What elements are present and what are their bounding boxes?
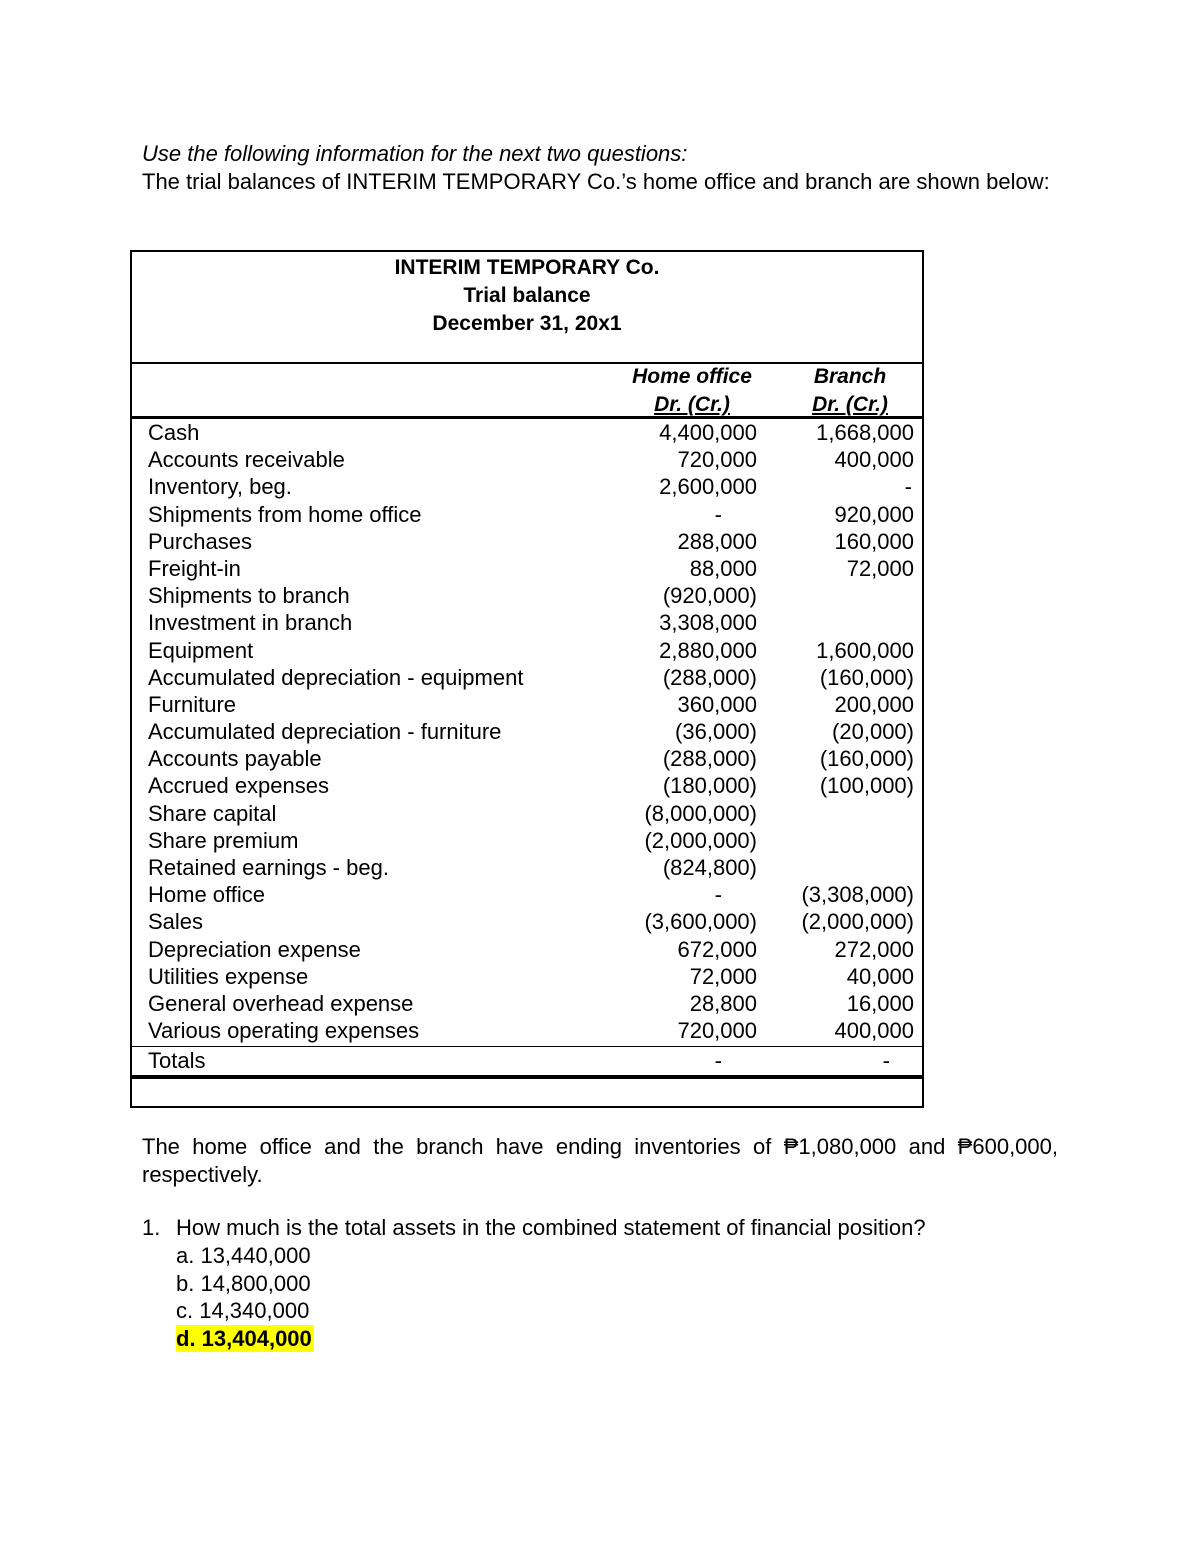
branch-amount: (100,000) <box>819 773 914 799</box>
table-row <box>132 800 922 827</box>
table-row <box>132 446 922 473</box>
table-row <box>132 609 922 636</box>
column-header-home-office <box>612 363 772 419</box>
home-office-amount: 4,400,000 <box>659 420 757 445</box>
column-name: Branch <box>813 365 887 388</box>
branch-amount: 72,000 <box>846 555 914 581</box>
branch-amount: 400,000 <box>834 447 914 473</box>
table-row <box>132 582 922 609</box>
account-name: Equipment <box>148 637 254 663</box>
table-body <box>132 419 922 1044</box>
answer-choices <box>176 1242 314 1352</box>
home-office-amount: (288,000) <box>662 664 757 690</box>
account-name: Retained earnings - beg. <box>148 855 389 880</box>
account-name: Accounts receivable <box>148 447 345 473</box>
home-office-amount: (920,000) <box>662 583 757 609</box>
home-office-amount: - <box>714 882 722 908</box>
intro-text: The trial balances of INTERIM TEMPORARY Co.’s home office and branch are shown below: <box>142 169 1050 194</box>
home-office-amount: 3,308,000 <box>659 610 757 636</box>
table-title: Trial balance <box>463 284 591 307</box>
table-header <box>132 252 922 364</box>
account-name: Cash <box>148 420 200 445</box>
table-row <box>132 963 922 990</box>
double-underline <box>132 1075 922 1079</box>
home-office-amount: (8,000,000) <box>644 800 757 826</box>
totals-branch: - <box>882 1048 890 1073</box>
account-name: Share premium <box>148 827 299 853</box>
table-row <box>132 745 922 772</box>
account-name: Shipments from home office <box>148 501 422 527</box>
totals-row <box>132 1047 922 1075</box>
branch-amount: 160,000 <box>834 528 914 554</box>
account-name: General overhead expense <box>148 990 414 1016</box>
table-row <box>132 718 922 745</box>
ending-inventories-text: The home office and the branch have ending inventories of ₱1,080,000 and ₱600,000, respectively. <box>142 1134 1058 1187</box>
home-office-amount: (288,000) <box>662 746 757 772</box>
table-row <box>132 419 922 446</box>
table-row <box>132 637 922 664</box>
branch-amount: 1,600,000 <box>816 637 914 663</box>
trial-balance-table <box>130 250 924 1108</box>
account-name: Furniture <box>148 691 237 717</box>
branch-amount: 16,000 <box>846 990 914 1016</box>
home-office-amount: 720,000 <box>677 1018 757 1044</box>
intro-lead: Use the following information for the next two questions: <box>142 141 688 166</box>
table-row <box>132 990 922 1017</box>
branch-amount: 40,000 <box>846 963 914 989</box>
table-row <box>132 691 922 718</box>
account-name: Freight-in <box>148 555 241 581</box>
home-office-amount: 2,600,000 <box>659 474 757 500</box>
account-name: Accumulated depreciation - equipment <box>148 664 524 690</box>
branch-amount: 200,000 <box>834 691 914 717</box>
choice: a. 13,440,000 <box>176 1243 311 1268</box>
account-name: Purchases <box>148 528 252 554</box>
table-row <box>132 936 922 963</box>
column-name: Home office <box>632 365 752 388</box>
home-office-amount: 88,000 <box>689 555 757 581</box>
branch-amount: (20,000) <box>832 719 914 745</box>
branch-amount: 400,000 <box>834 1018 914 1044</box>
table-row <box>132 854 922 881</box>
home-office-amount: (36,000) <box>675 719 757 745</box>
branch-amount: 920,000 <box>834 501 914 527</box>
table-row <box>132 528 922 555</box>
home-office-amount: 360,000 <box>677 691 757 717</box>
table-row <box>132 827 922 854</box>
intro-block <box>142 140 1058 196</box>
home-office-amount: 28,800 <box>689 990 757 1016</box>
totals-label: Totals <box>148 1048 206 1073</box>
table-row <box>132 881 922 908</box>
account-name: Various operating expenses <box>148 1018 420 1044</box>
account-name: Shipments to branch <box>148 583 350 609</box>
choice: b. 14,800,000 <box>176 1270 311 1296</box>
home-office-amount: 72,000 <box>689 963 757 989</box>
account-name: Sales <box>148 909 204 935</box>
question-text: How much is the total assets in the combined statement of financial position? <box>176 1215 926 1240</box>
totals-home-office: - <box>714 1048 722 1073</box>
account-name: Accounts payable <box>148 746 322 772</box>
branch-amount: - <box>904 474 912 500</box>
account-name: Depreciation expense <box>148 936 361 962</box>
account-name: Utilities expense <box>148 963 309 989</box>
question-number: 1. <box>142 1215 161 1240</box>
table-row <box>132 908 922 935</box>
home-office-amount: 720,000 <box>677 447 757 473</box>
account-name: Accrued expenses <box>148 773 329 799</box>
home-office-amount: (824,800) <box>662 855 757 880</box>
choice: c. 14,340,000 <box>176 1298 310 1323</box>
branch-amount: (3,308,000) <box>801 882 914 908</box>
home-office-amount: 672,000 <box>677 936 757 962</box>
home-office-amount: (180,000) <box>662 773 757 799</box>
account-name: Share capital <box>148 800 277 826</box>
account-name: Inventory, beg. <box>148 474 292 500</box>
table-row <box>132 555 922 582</box>
branch-amount: 272,000 <box>834 936 914 962</box>
table-row <box>132 664 922 691</box>
home-office-amount: 2,880,000 <box>659 637 757 663</box>
home-office-amount: (3,600,000) <box>644 909 757 935</box>
branch-amount: (2,000,000) <box>801 909 914 935</box>
table-row <box>132 1017 922 1044</box>
branch-amount: (160,000) <box>819 746 914 772</box>
home-office-amount: (2,000,000) <box>644 827 757 853</box>
table-row <box>132 772 922 799</box>
account-name: Home office <box>148 882 265 908</box>
column-sub: Dr. (Cr.) <box>654 393 730 416</box>
table-row <box>132 473 922 500</box>
branch-amount: (160,000) <box>819 664 914 690</box>
column-header-branch <box>770 363 930 419</box>
choice-correct: d. 13,404,000 <box>176 1325 312 1351</box>
column-sub: Dr. (Cr.) <box>812 393 888 416</box>
table-row <box>132 501 922 528</box>
home-office-amount: - <box>714 501 722 527</box>
table-date: December 31, 20x1 <box>432 312 622 335</box>
company-name: INTERIM TEMPORARY Co. <box>394 256 660 279</box>
account-name: Accumulated depreciation - furniture <box>148 719 502 745</box>
branch-amount: 1,668,000 <box>816 420 914 445</box>
account-name: Investment in branch <box>148 610 353 636</box>
home-office-amount: 288,000 <box>677 528 757 554</box>
